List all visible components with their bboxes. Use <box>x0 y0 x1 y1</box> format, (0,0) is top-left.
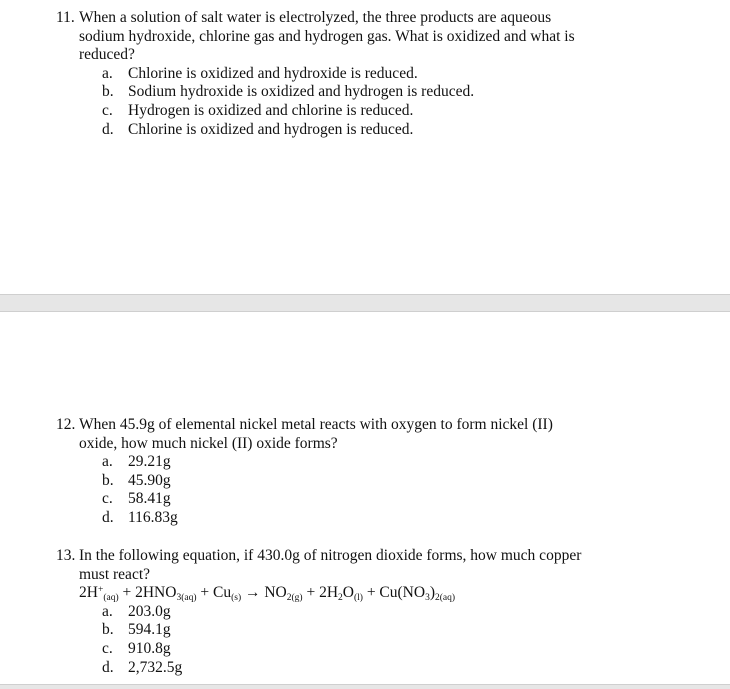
option-letter: d. <box>102 658 114 676</box>
answer-option <box>56 640 656 659</box>
page-separator <box>0 294 730 312</box>
reaction-arrow: → <box>241 584 265 602</box>
page-separator <box>0 684 730 689</box>
question-number: 13. <box>56 547 76 564</box>
answer-option <box>56 453 656 472</box>
option-text: Sodium hydroxide is oxidized and hydrogen is reduced. <box>128 83 475 101</box>
document-page-top <box>0 0 730 294</box>
answer-options <box>56 603 656 677</box>
option-text: 116.83g <box>128 508 178 526</box>
question-text: When a solution of salt water is electrolyzed, the three products are aqueous <box>79 9 552 26</box>
question-number: 11. <box>56 9 75 26</box>
option-text: 594.1g <box>128 621 171 639</box>
document-page-bottom <box>0 312 730 684</box>
equation-part: ) <box>429 584 435 602</box>
answer-option <box>56 621 656 640</box>
equation-subscript: (s) <box>231 593 242 604</box>
equation-subscript: 2 <box>338 593 343 604</box>
answer-option <box>56 83 656 102</box>
equation-subscript: (aq) <box>103 593 119 604</box>
option-letter: c. <box>102 101 113 119</box>
answer-options <box>56 453 656 527</box>
option-text: Chlorine is oxidized and hydrogen is reduced. <box>128 120 414 138</box>
option-letter: d. <box>102 120 114 138</box>
equation-subscript: 3(aq) <box>176 593 197 604</box>
option-text: Chlorine is oxidized and hydroxide is reduced. <box>128 64 418 82</box>
answer-option <box>56 102 656 121</box>
question-text: When 45.9g of elemental nickel metal reacts with oxygen to form nickel (II) <box>79 416 553 433</box>
answer-option <box>56 659 656 678</box>
equation-subscript: 3 <box>425 593 430 604</box>
option-text: Hydrogen is oxidized and chlorine is reduced. <box>128 101 414 119</box>
option-text: 910.8g <box>128 639 171 657</box>
answer-option <box>56 509 656 528</box>
option-letter: c. <box>102 490 113 508</box>
option-letter: b. <box>102 83 114 101</box>
equation-subscript: 2(aq) <box>435 593 456 604</box>
equation-superscript: + <box>97 585 104 596</box>
option-letter: a. <box>102 453 113 471</box>
option-letter: b. <box>102 621 114 639</box>
option-letter: b. <box>102 471 114 489</box>
option-text: 203.0g <box>128 602 171 620</box>
equation-part: + Cu <box>196 584 232 602</box>
question-number: 12. <box>56 416 76 433</box>
answer-option <box>56 121 656 140</box>
equation-part: 2H <box>79 584 98 602</box>
question-text: In the following equation, if 430.0g of nitrogen dioxide forms, how much copper <box>79 547 582 564</box>
option-text: 29.21g <box>128 453 171 471</box>
equation-part: NO <box>264 584 287 602</box>
question-text: sodium hydroxide, chlorine gas and hydrogen gas. What is oxidized and what is <box>79 27 575 45</box>
option-letter: d. <box>102 508 114 526</box>
option-text: 2,732.5g <box>128 658 183 676</box>
answer-option <box>56 472 656 491</box>
equation-subscript: 2(g) <box>286 593 303 604</box>
question-text: must react? <box>79 565 151 583</box>
question-13 <box>56 547 656 677</box>
equation-part: + 2HNO <box>118 584 177 602</box>
option-text: 45.90g <box>128 471 171 489</box>
option-letter: a. <box>102 602 113 620</box>
question-11 <box>56 9 656 139</box>
option-letter: c. <box>102 639 113 657</box>
equation-part: + 2H <box>302 584 339 602</box>
option-text: 58.41g <box>128 490 171 508</box>
answer-option <box>56 65 656 84</box>
answer-option <box>56 490 656 509</box>
equation-part: + Cu(NO <box>362 584 426 602</box>
answer-options <box>56 65 656 139</box>
question-text: oxide, how much nickel (II) oxide forms? <box>79 434 338 452</box>
chemical-equation <box>56 584 656 603</box>
question-text: reduced? <box>79 46 135 64</box>
question-12 <box>56 416 656 528</box>
option-letter: a. <box>102 64 113 82</box>
equation-part: O <box>342 584 354 602</box>
equation-subscript: (l) <box>353 593 363 604</box>
answer-option <box>56 603 656 622</box>
